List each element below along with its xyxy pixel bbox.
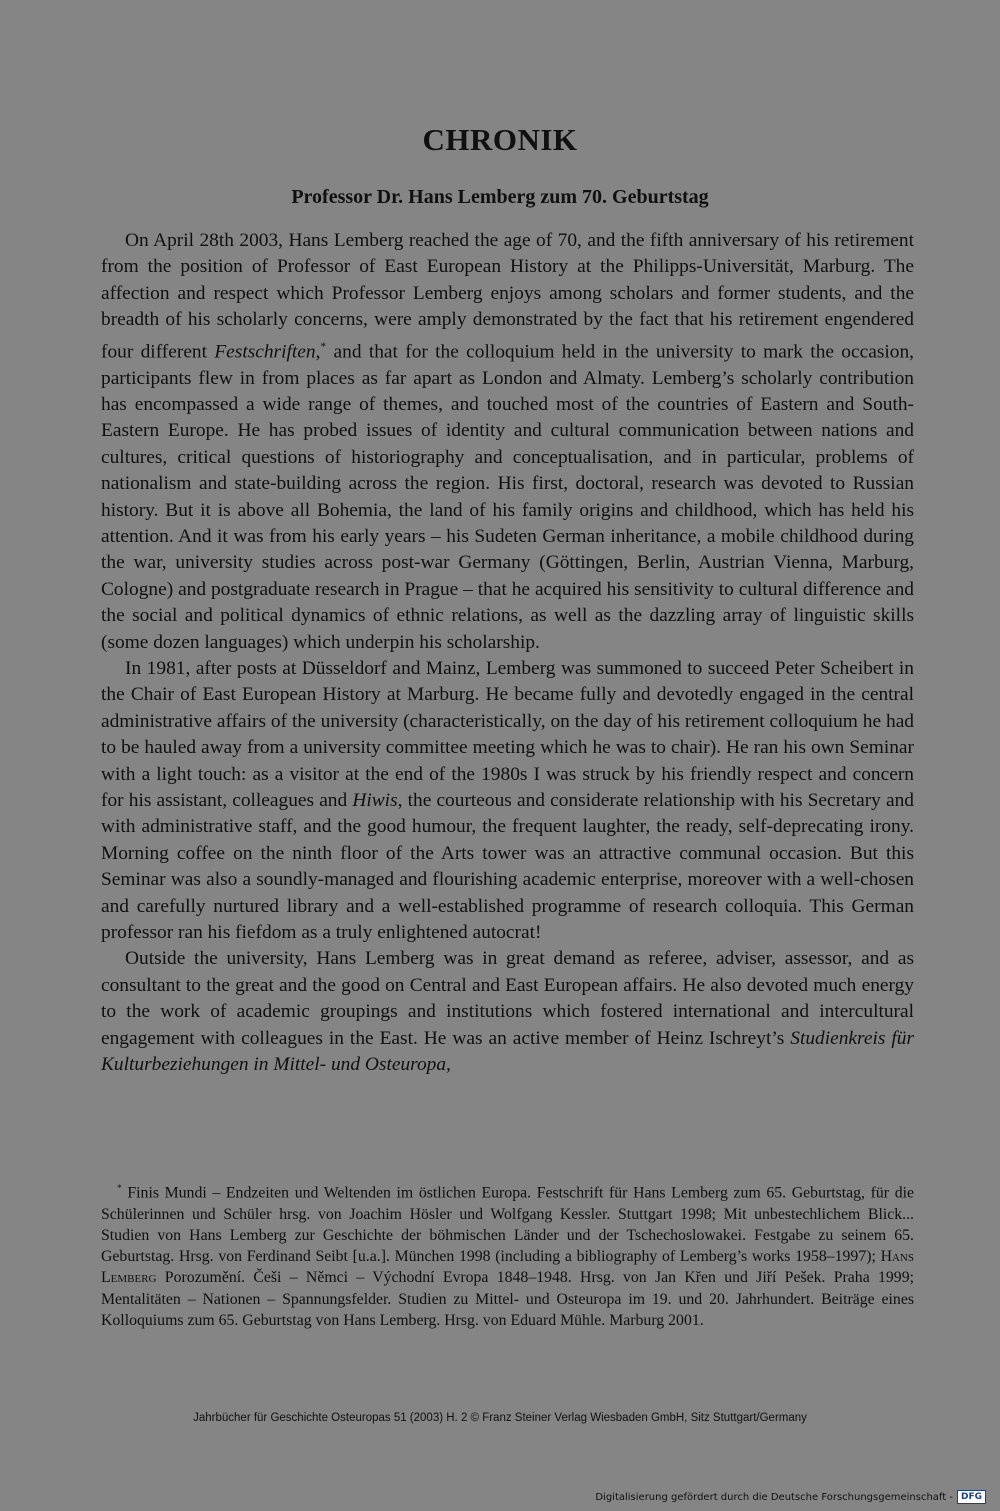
- digitization-credit: [595, 1490, 986, 1504]
- small-caps-text: Hans Lemberg: [101, 1248, 914, 1287]
- dfg-logo: DFG: [957, 1490, 986, 1504]
- text-run: Outside the university, Hans Lemberg was in great demand as referee, adviser, assessor, and as consultant to the great and the good on Central and East European affairs. He also devoted much energy to the work of academic groupings and institutions which fostered international and intercultural engagement with colleagues in the East. He was an active member of Heinz Ischreyt’s: [101, 948, 914, 1049]
- running-footer: Jahrbücher für Geschichte Osteuropas 51 (2003) H. 2 © Franz Steiner Verlag Wiesbaden GmbH, Sitz Stuttgart/Germany: [193, 1412, 807, 1424]
- article-body: [101, 228, 914, 1078]
- italic-text: Studienkreis für Kulturbeziehungen in Mittel- und Osteuropa,: [101, 1027, 914, 1076]
- text-run: In 1981, after posts at Düsseldorf and Mainz, Lemberg was summoned to succeed Peter Scheibert in the Chair of East European History at Marburg. He became fully and devotedly engaged in the central administrative affairs of the university (characteristically, on the day of his retirement colloquium he had to be hauled away from a university committee meeting which he was to chair). He ran his own Seminar with a light touch: as a visitor at the end of the 1980s I was struck by his friendly respect and concern for his assistant, colleagues and: [101, 657, 914, 811]
- body-paragraph: [101, 946, 914, 1078]
- text-run: and that for the colloquium held in the university to mark the occasion, participants flew in from places as far apart as London and Almaty. Lemberg’s scholarly contribution has encompassed a wide range of themes, and touched most of the countries of Eastern and South-Eastern Europe. He has probed issues of identity and cultural communication between nations and cultures, critical questions of historiography and conceptualisation, and in particular, problems of nationalism and state-building across the region. His first, doctoral, research was devoted to Russian history. But it is above all Bohemia, the land of his family origins and childhood, which has held his attention. And it was from his early years – his Sudeten German inheritance, a mobile childhood during the war, university studies across post-war Germany (Göttingen, Berlin, Austrian Vienna, Marburg, Cologne) and postgraduate research in Prague – that he acquired his sensitivity to cultural difference and the social and political dynamics of ethnic relations, as well as the dazzling array of linguistic skills (some dozen languages) which underpin his scholarship.: [101, 341, 914, 653]
- text-run: On April 28th 2003, Hans Lemberg reached the age of 70, and the fifth anniversary of his retirement from the position of Professor of East European History at the Philipps-Universität, Marburg. The affection and respect which Professor Lemberg enjoys among scholars and former students, and the breadth of his scholarly concerns, were amply demonstrated by the fact that his retirement engendered four different: [101, 230, 914, 363]
- article-subtitle: Professor Dr. Hans Lemberg zum 70. Geburtstag: [291, 186, 709, 208]
- text-run: , the courteous and considerate relationship with his Secretary and with administrative staff, and the good humour, the frequent laughter, the ready, self-deprecating irony. Morning coffee on the ninth floor of the Arts tower was an attractive communal occasion. But this Seminar was also a soundly-managed and flourishing academic enterprise, moreover with a well-chosen and carefully nurtured library and a well-established programme of research colloquia. This German professor ran his fiefdom as a truly enlightened autocrat!: [101, 790, 914, 944]
- footnote: [101, 1179, 914, 1331]
- text-run: Porozumění. Češi – Němci – Východní Evropa 1848–1948. Hrsg. von Jan Křen und Jiří Pešek. Praha 1999; Mentalitäten – Nationen – Spannungsfelder. Studien zu Mittel- und Osteuropa im 19. und 20. Jahrhundert. Beiträge eines Kolloquiums zum 65. Geburtstag von Hans Lemberg. Hrsg. von Eduard Mühle. Marburg 2001.: [101, 1269, 914, 1330]
- text-run: Finis Mundi – Endzeiten und Weltenden im östlichen Europa. Festschrift für Hans Lemberg zum 65. Geburtstag, für die Schülerinnen und Schüler hrsg. von Joachim Hösler und Wolfgang Kessler. Stuttgart 1998; Mit unbestechlichem Blick... Studien von Hans Lemberg zur Geschichte der böhmischen Länder und der Tschechoslowakei. Festgabe zu seinem 65. Geburtstag. Hrsg. von Ferdinand Seibt [u.a.]. München 1998 (including a bibliography of Lemberg’s works 1958–1997);: [101, 1184, 914, 1266]
- footnote-text: [101, 1179, 914, 1331]
- body-paragraph: [101, 656, 914, 946]
- italic-text: Hiwis: [352, 790, 398, 811]
- page-title: CHRONIK: [422, 122, 578, 157]
- body-paragraph: [101, 228, 914, 656]
- footnote-marker: *: [117, 1184, 122, 1194]
- digitization-note: Digitalisierung gefördert durch die Deutsche Forschungsgemeinschaft -: [595, 1491, 953, 1503]
- footnote-marker: *: [320, 339, 327, 353]
- italic-text: Festschriften,: [214, 341, 321, 363]
